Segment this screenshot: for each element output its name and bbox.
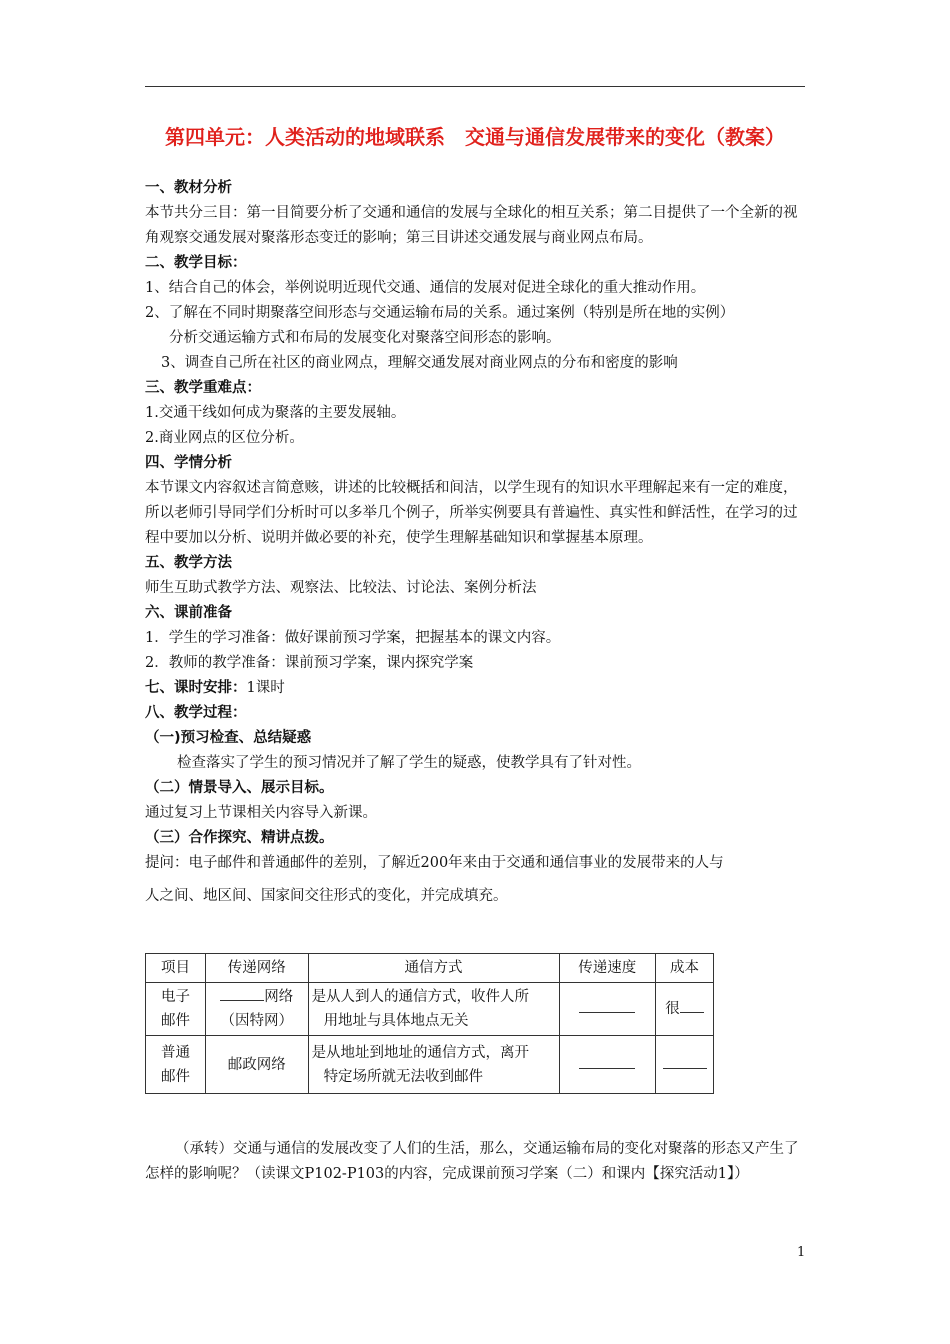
- table-cell: 电子 邮件: [146, 983, 206, 1036]
- table-cell: 是从地址到地址的通信方式，离开 特定场所就无法收到邮件: [308, 1036, 559, 1094]
- schedule-value: 1课时: [246, 680, 285, 696]
- table-cell: [559, 983, 656, 1036]
- table-cell: [559, 1036, 656, 1094]
- table-cell: 邮政网络: [205, 1036, 308, 1094]
- list-item: 2、了解在不同时期聚落空间形态与交通运输布局的关系。通过案例（特别是所在地的实例）: [145, 305, 735, 321]
- paragraph: 本节课文内容叙述言简意赅，讲述的比较概括和间洁，以学生现有的知识水平理解起来有一定的难度，所以老师引导同学们分析时可以多举几个例子，所举实例要具有普遍性、真实性和鲜活性，在学习的过程中要加以分析、说明并做必要的补充，使学生理解基础知识和掌握基本原理。: [145, 480, 798, 546]
- section-heading: 八、教学过程：: [145, 705, 247, 721]
- paragraph: 通过复习上节课相关内容导入新课。: [145, 805, 377, 821]
- table-cell: 普通 邮件: [146, 1036, 206, 1094]
- list-item: 1．学生的学习准备：做好课前预习学案，把握基本的课文内容。: [145, 630, 561, 646]
- table-header-row: [146, 954, 714, 983]
- subsection-heading: （二）情景导入、展示目标。: [145, 780, 334, 796]
- paragraph: 检查落实了学生的预习情况并了解了学生的疑惑，使教学具有了针对性。: [177, 755, 641, 771]
- list-item: 分析交通运输方式和布局的发展变化对聚落空间形态的影响。: [169, 330, 561, 346]
- list-item: 3、调查自己所在社区的商业网点，理解交通发展对商业网点的分布和密度的影响: [161, 355, 678, 371]
- list-item: 2.商业网点的区位分析。: [145, 430, 304, 446]
- page-title: 第四单元：人类活动的地域联系 交通与通信发展带来的变化（教案）: [165, 125, 785, 149]
- closing-paragraph: （承转）交通与通信的发展改变了人们的生活，那么，交通运输布局的变化对聚落的形态又产生了怎样的影响呢？（读课文P102-P103的内容，完成课前预习学案（二）和课内【探究活动1】）: [145, 1141, 799, 1182]
- list-item: 2．教师的教学准备：课前预习学案，课内探究学案: [145, 655, 474, 671]
- table-cell: 是从人到人的通信方式，收件人所 用地址与具体地点无关: [308, 983, 559, 1036]
- fill-blank[interactable]: [579, 1068, 635, 1069]
- fill-blank[interactable]: [220, 1000, 264, 1001]
- subsection-heading: （三）合作探究、精讲点拨。: [145, 830, 334, 846]
- schedule-line: [145, 676, 810, 701]
- section-heading: 四、学情分析: [145, 455, 232, 471]
- table-cell: 很: [656, 983, 714, 1036]
- column-header: 传递网络: [205, 954, 308, 983]
- table-row: [146, 983, 714, 1036]
- column-header: 成本: [656, 954, 714, 983]
- paragraph: 师生互助式教学方法、观察法、比较法、讨论法、案例分析法: [145, 580, 537, 596]
- document-body: [145, 176, 810, 909]
- section-heading: 六、课前准备: [145, 605, 232, 621]
- header-rule: [145, 86, 805, 87]
- comparison-table: [145, 953, 714, 1094]
- section-heading: 二、教学目标：: [145, 255, 247, 271]
- paragraph: 提问：电子邮件和普通邮件的差别，了解近200年来由于交通和通信事业的发展带来的人与: [145, 855, 724, 871]
- section-heading: 七、课时安排：: [145, 680, 247, 696]
- column-header: 通信方式: [308, 954, 559, 983]
- list-item: 1.交通干线如何成为聚落的主要发展轴。: [145, 405, 406, 421]
- page-number: 1: [797, 1245, 806, 1260]
- list-item: 1、结合自己的体会，举例说明近现代交通、通信的发展对促进全球化的重大推动作用。: [145, 280, 706, 296]
- paragraph: 本节共分三目：第一目简要分析了交通和通信的发展与全球化的相互关系；第二目提供了一个全新的视角观察交通发展对聚落形态变迁的影响；第三目讲述交通发展与商业网点布局。: [145, 205, 798, 246]
- paragraph: 人之间、地区间、国家间交往形式的变化，并完成填充。: [145, 888, 508, 904]
- subsection-heading: （一)预习检查、总结疑惑: [145, 730, 312, 746]
- fill-blank[interactable]: [680, 1012, 704, 1013]
- fill-blank[interactable]: [579, 1012, 635, 1013]
- table-row: [146, 1036, 714, 1094]
- column-header: 传递速度: [559, 954, 656, 983]
- section-heading: 五、教学方法: [145, 555, 232, 571]
- column-header: 项目: [146, 954, 206, 983]
- section-heading: 三、教学重难点：: [145, 380, 261, 396]
- section-heading: 一、教材分析: [145, 180, 232, 196]
- table-cell: [656, 1036, 714, 1094]
- fill-blank[interactable]: [663, 1068, 707, 1069]
- table-cell: 网络 （因特网）: [205, 983, 308, 1036]
